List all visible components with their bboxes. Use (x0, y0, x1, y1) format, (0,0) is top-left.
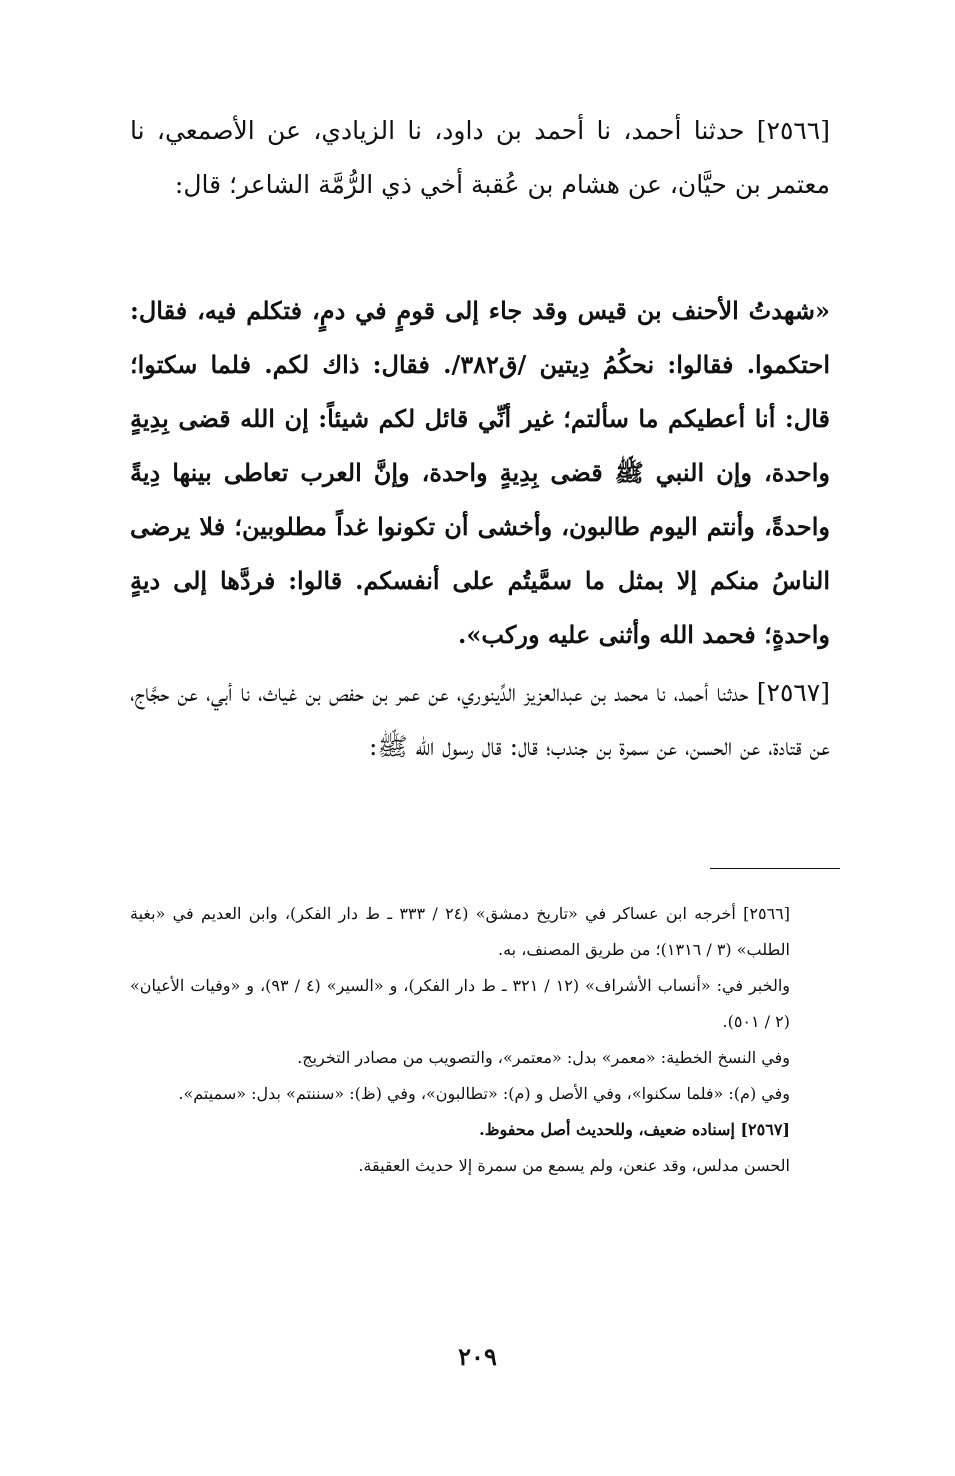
footnote-2567-grading: [٢٥٦٧] إسناده ضعيف، وللحديث أصل محفوظ. (479, 1120, 790, 1139)
footnote-2566-references: والخبر في: «أنساب الأشراف» (١٢ / ٣٢١ ـ ط دار الفكر)، و «السير» (٤ / ٩٣)، و «وفيات الأعيان» (٢ / ٥٠١). (130, 976, 791, 1031)
footnote-2567-reason: الحسن مدلس، وقد عنعن، ولم يسمع من سمرة إلا حديث العقيقة. (358, 1156, 790, 1175)
footnote-2566-source: [٢٥٦٦] أخرجه ابن عساكر في «تاريخ دمشق» (٢٤ / ٣٣٣ ـ ط دار الفكر)، وابن العديم في «بغية الطلب» (٣ / ١٣١٦)؛ من طريق المصنف، به. (130, 904, 790, 959)
hadith-2566-matn-text: «شهدتُ الأحنف بن قيس وقد جاء إلى قومٍ في دمٍ، فتكلم فيه، فقال: احتكموا. فقالوا: نحكُمُ دِيتين /ق٣٨٢/. فقال: ذاك لكم. فلما سكتوا؛ قال: أنا أعطيكم ما سألتم؛ غير أنِّي قائل لكم شيئاً: إن الله قضى بِدِيةٍ واحدة، وإن النبي ﷺ قضى بِدِيةٍ واحدة، وإنَّ العرب تعاطى بينها دِيةً واحدةً، وأنتم اليوم طالبون، وأخشى أن تكونوا غداً مطلوبين؛ فلا يرضى الناسُ منكم إلا بمثل ما سمَّيتُم على أنفسكم. قالوا: فردَّها إلى ديةٍ واحدةٍ؛ فحمد الله وأثنى عليه وركب». (130, 296, 830, 649)
hadith-2567-isnad (130, 666, 870, 774)
hadith-2566-isnad (130, 104, 870, 212)
footnote-separator (710, 868, 840, 869)
hadith-2566-isnad-text: [٢٥٦٦] حدثنا أحمد، نا أحمد بن داود، نا الزيادي، عن الأصمعي، نا معتمر بن حيَّان، عن هشام بن عُقبة أخي ذي الرُّمَّة الشاعر؛ قال: (130, 116, 830, 199)
hadith-2567-isnad-text: [٢٥٦٧] حدثنا أحمد، نا محمد بن عبدالعزيز الدِّينوري، عن عمر بن حفص بن غياث، نا أبي، عن حجَّاج، عن قتادة، عن الحسن، عن سمرة بن جندب؛ قال: قال رسول الله ﷺ: (130, 678, 830, 761)
footnote-2566-variants: وفي (م): «فلما سكنوا»، وفي الأصل و (م): «تطالبون»، وفي (ظ): «سننتم» بدل: «سميتم». (178, 1084, 790, 1103)
hadith-2566-matn (130, 284, 870, 662)
footnotes (130, 896, 830, 1184)
page-number: ٢٠٩ (458, 1342, 497, 1371)
footnote-2566-manuscripts: وفي النسخ الخطية: «معمر» بدل: «معتمر»، والتصويب من مصادر التخريج. (297, 1048, 790, 1067)
